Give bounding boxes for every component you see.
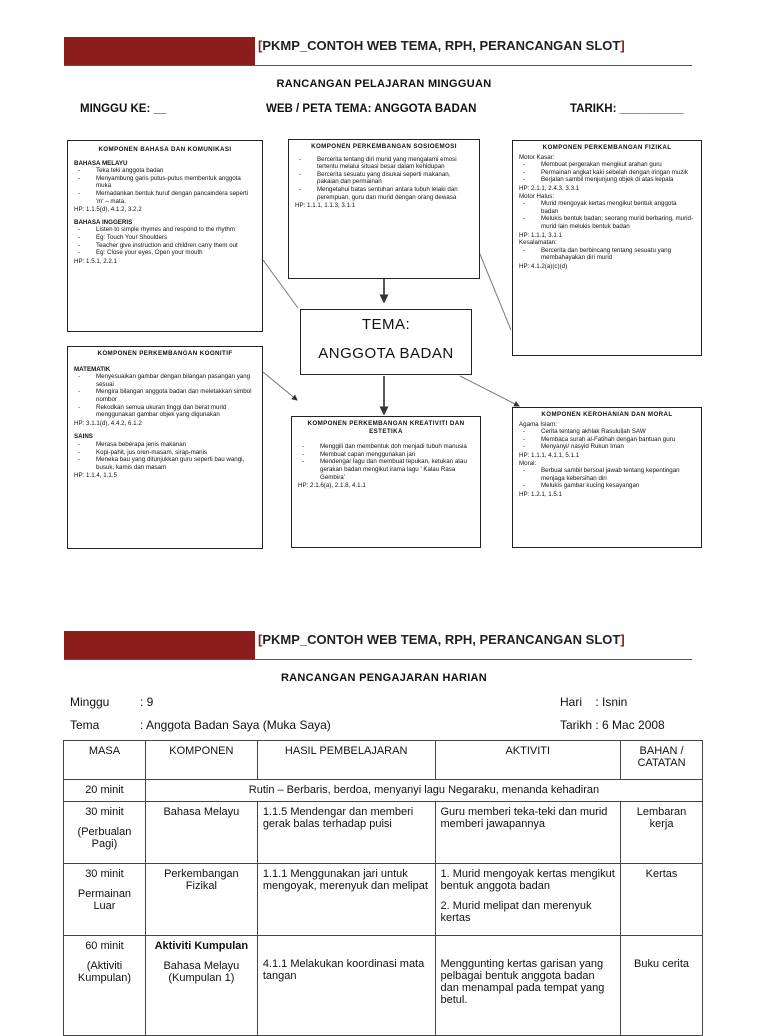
daily-title: RANCANGAN PENGAJARAN HARIAN <box>280 672 488 684</box>
box-title: KOMPONEN PERKEMBANGAN SOSIOEMOSI <box>311 143 457 150</box>
hp-code: HP: 3.1.1(d), 4.4.2, 6.1.2 <box>74 419 142 427</box>
box-fizikal <box>512 140 702 356</box>
weekly-title: RANCANGAN PELAJARAN MINGGUAN <box>276 78 492 90</box>
box-title: KOMPONEN PERKEMBANGAN KOGNITIF <box>97 350 233 357</box>
list-item: - Menyesuaikan gambar dengan bilangan pasangan yang sesuai <box>74 373 256 388</box>
sub-heading: SAINS <box>74 433 93 441</box>
list-item: - Bercerita sesuatu yang disukai seperti makanan, pakaian dan permainan <box>295 171 473 186</box>
table-row <box>64 802 703 864</box>
cell-rutin: Rutin – Berbaris, berdoa, menyanyi lagu Negaraku, menanda kehadiran <box>145 780 702 802</box>
col-header: MASA <box>64 741 146 780</box>
box-title: KOMPONEN PERKEMBANGAN KREATIVITI DAN ESTETIKA <box>307 420 465 435</box>
tema-label: TEMA: <box>361 316 411 333</box>
list-item: - Menggili dan membentuk doh menjadi tubuh manusia <box>298 443 474 451</box>
cell-masa <box>64 864 146 936</box>
matematik-list <box>74 373 256 419</box>
sub-heading: BAHASA INGGERIS <box>74 218 133 226</box>
masa-duration: 60 minit <box>85 940 124 952</box>
list-item: - Menyambung garis putus-putus membentuk anggota muka <box>74 175 256 190</box>
komponen-value: Bahasa Melayu (Kumpulan 1) <box>163 960 240 984</box>
masa-duration: 30 minit <box>85 806 124 818</box>
cell-aktiviti <box>435 864 621 936</box>
col-header: KOMPONEN <box>145 741 257 780</box>
agama-list <box>519 428 695 451</box>
list-item: - Permainan angkat kaki sebelah dengan iringan muzik <box>519 169 695 177</box>
hp-code: HP: 2.1.1, 2.4.3, 3.3.1 <box>519 184 580 192</box>
minggu-label: Minggu <box>70 695 110 709</box>
hp-code: HP: 1.1.1, 4.1.1, 5.1.1 <box>519 451 580 459</box>
motor-kasar-list <box>519 161 695 184</box>
masa-note: (Aktiviti Kumpulan) <box>77 960 132 984</box>
list-item: - Meneka bau yang ditunjukkan guru seperti bau wangi, busuk, kamis dan masam <box>74 456 256 471</box>
list-item: - Eg: Close your eyes, Open your mouth <box>74 249 256 257</box>
cell-bahan: Kertas <box>621 864 703 936</box>
list-item: - Teka teki anggota badan <box>74 167 256 175</box>
connector-moral <box>460 376 519 406</box>
aktiviti-step: 2. Murid melipat dan merenyuk kertas <box>440 900 592 924</box>
tarikh-value: Tarikh : 6 Mac 2008 <box>560 718 665 732</box>
list-item: - Berjalan sambil menjunjung objek di atas kepala <box>519 176 695 184</box>
tema-label-daily: Tema <box>70 718 100 732</box>
list-item: - Eg: Touch Your Shoulders <box>74 234 256 242</box>
sub-heading: Motor Kasar: <box>519 153 555 161</box>
list-item: - Mengetahui batas sentuhan antara tubuh lelaki dan perempuan, guru dan murid dengan orang dewasa <box>295 186 473 201</box>
sub-heading: Kesalamatan: <box>519 239 557 247</box>
cell-aktiviti: Guru memberi teka-teki dan murid memberi jawapannya <box>435 802 621 864</box>
list-item: - Membuat pergerakan mengikut arahan guru <box>519 161 695 169</box>
hp-code: HP: 1.2.1, 1.5.1 <box>519 490 562 498</box>
keselamatan-list <box>519 247 695 262</box>
minggu-ke-label: MINGGU KE: __ <box>80 103 167 115</box>
cell-aktiviti: Menggunting kertas garisan yang pelbagai bentuk anggota badan dan menampal pada tempat yang betul. <box>435 936 621 1036</box>
connector-kognitif <box>263 372 297 400</box>
cell-masa <box>64 802 146 864</box>
list-item: - Teacher give instruction and children carry them out <box>74 242 256 250</box>
rph-table <box>63 740 703 1036</box>
list-item: - Listen to simple rhymes and respond to the rhythm <box>74 226 256 234</box>
table-header-row <box>64 741 703 780</box>
masa-note: Permainan Luar <box>77 888 132 912</box>
table-row <box>64 864 703 936</box>
sosio-list <box>295 156 473 202</box>
sub-heading: Agama Islam: <box>519 420 557 428</box>
box-kreativiti <box>291 416 481 548</box>
kreativiti-list <box>298 443 474 481</box>
hp-code: HP: 1.1.1, 1.1.3, 3.1.1 <box>295 202 356 210</box>
cell-hasil: 4.1.1 Melakukan koordinasi mata tangan <box>257 936 435 1036</box>
motor-halus-list <box>519 200 695 230</box>
box-title: KOMPONEN KEROHANIAN DAN MORAL <box>541 411 673 418</box>
box-kerohanian-moral <box>512 407 702 548</box>
hp-code: HP: 1.5.1, 2.2.1 <box>74 257 117 265</box>
sub-heading: Moral: <box>519 459 537 467</box>
cell-komponen: Bahasa Melayu <box>145 802 257 864</box>
list-item: - Mendengar lagu dan membuat tepukan, ketukan atau gerakan badan mengikut irama lagu ' Kalau Rasa Gembira' <box>298 458 474 481</box>
list-item: - Bercerita dan berbincang tentang sesuatu yang membahayakan diri murid <box>519 247 695 262</box>
list-item: - Memadankan bentuk huruf dengan pancaindera seperti 'm' – mata. <box>74 190 256 205</box>
table-row <box>64 780 703 802</box>
komponen-heading: Aktiviti Kumpulan <box>154 940 249 952</box>
list-item: - Cerita tentang akhlak Rasulullah SAW <box>519 428 695 436</box>
tema-center-box <box>300 309 472 375</box>
col-header: BAHAN / CATATAN <box>621 741 703 780</box>
page-header: [PKMP_CONTOH WEB TEMA, RPH, PERANCANGAN SLOT] <box>258 38 625 53</box>
sub-heading: Motor Halus: <box>519 192 555 200</box>
web-tema-label: WEB / PETA TEMA: ANGGOTA BADAN <box>266 103 477 115</box>
list-item: - Kopi-pahit, jus oren-masam, sirap-manis <box>74 449 256 457</box>
hp-code: HP: 4.1.2(a)(c)(d) <box>519 262 568 270</box>
hp-code: HP: 1.1.5(d), 4.1.2, 3.2.2 <box>74 206 142 214</box>
list-item: - Mengira bilangan anggota badan dan meletakkan simbol nombor <box>74 388 256 403</box>
box-kognitif <box>67 346 263 549</box>
list-item: - Berbual sambil bersoal jawab tentang kepentingan menjaga kebersihan diri <box>519 467 695 482</box>
box-title: KOMPONEN PERKEMBANGAN FIZIKAL <box>542 144 672 151</box>
box-sosioemosi <box>288 139 480 279</box>
connector-fizikal <box>475 242 511 330</box>
list-item: - Membaca surah al-Fatihah dengan bantuan guru <box>519 436 695 444</box>
minggu-value: : 9 <box>140 695 154 709</box>
list-item: - Membuat capan menggunakan jari <box>298 451 474 459</box>
cell-komponen: Perkembangan Fizikal <box>145 864 257 936</box>
cell-hasil: 1.1.5 Mendengar dan memberi gerak balas terhadap puisi <box>257 802 435 864</box>
list-item: - Murid mengoyak kertas mengikut bentuk anggota badan <box>519 200 695 215</box>
masa-note: (Perbualan Pagi) <box>77 826 132 850</box>
bahasa-inggeris-list <box>74 226 256 256</box>
sub-heading: MATEMATIK <box>74 365 111 373</box>
tarikh-label: TARIKH: __________ <box>570 103 684 115</box>
header-accent-bar-2 <box>64 631 255 659</box>
list-item: - Melukis bentuk badan; seorang murid berbaring, murid-murid lain melukis bentuk badan <box>519 215 695 230</box>
tema-value: ANGGOTA BADAN <box>318 345 454 362</box>
col-header: AKTIVITI <box>435 741 621 780</box>
hp-code: HP: 2.1.6(a), 2.1.8, 4.1.1 <box>298 482 366 490</box>
moral-list <box>519 467 695 490</box>
cell-hasil: 1.1.1 Menggunakan jari untuk mengoyak, merenyuk dan melipat <box>257 864 435 936</box>
list-item: - Bercerita tentang diri murid yang mengalami emosi tertentu melalui situasi besar dalam kehidupan <box>295 156 473 171</box>
box-title: KOMPONEN BAHASA DAN KOMUNIKASI <box>98 146 232 153</box>
aktiviti-step: 1. Murid mengoyak kertas mengikut bentuk anggota badan <box>440 868 615 892</box>
cell-bahan: Buku cerita <box>621 936 703 1036</box>
list-item: - Rekodkan semua ukuran tinggi dan berat murid menggunakan gambar objek yang digunakan <box>74 404 256 419</box>
table-row <box>64 936 703 1036</box>
header-rule-2 <box>64 659 692 660</box>
cell-bahan: Lembaran kerja <box>621 802 703 864</box>
sub-heading: BAHASA MELAYU <box>74 159 128 167</box>
list-item: - Merasa beberapa jenis makanan <box>74 441 256 449</box>
hp-code: HP: 1.1.1, 3.1.1 <box>519 231 562 239</box>
tema-value-daily: : Anggota Badan Saya (Muka Saya) <box>140 718 331 732</box>
hp-code: HP: 1.1.4, 1.1.5 <box>74 472 117 480</box>
page-header-2: [PKMP_CONTOH WEB TEMA, RPH, PERANCANGAN SLOT] <box>258 632 625 647</box>
hari-value: Hari : Isnin <box>560 695 628 709</box>
list-item: - Melukis gambar kucing kesayangan <box>519 482 695 490</box>
cell-masa <box>64 936 146 1036</box>
list-item: - Menyanyi/ nasyid Rukun Iman <box>519 443 695 451</box>
col-header: HASIL PEMBELAJARAN <box>257 741 435 780</box>
sains-list <box>74 441 256 471</box>
bahasa-melayu-list <box>74 167 256 205</box>
masa-duration: 30 minit <box>85 868 124 880</box>
box-bahasa-komunikasi <box>67 140 263 332</box>
cell-masa: 20 minit <box>64 780 146 802</box>
cell-komponen <box>145 936 257 1036</box>
